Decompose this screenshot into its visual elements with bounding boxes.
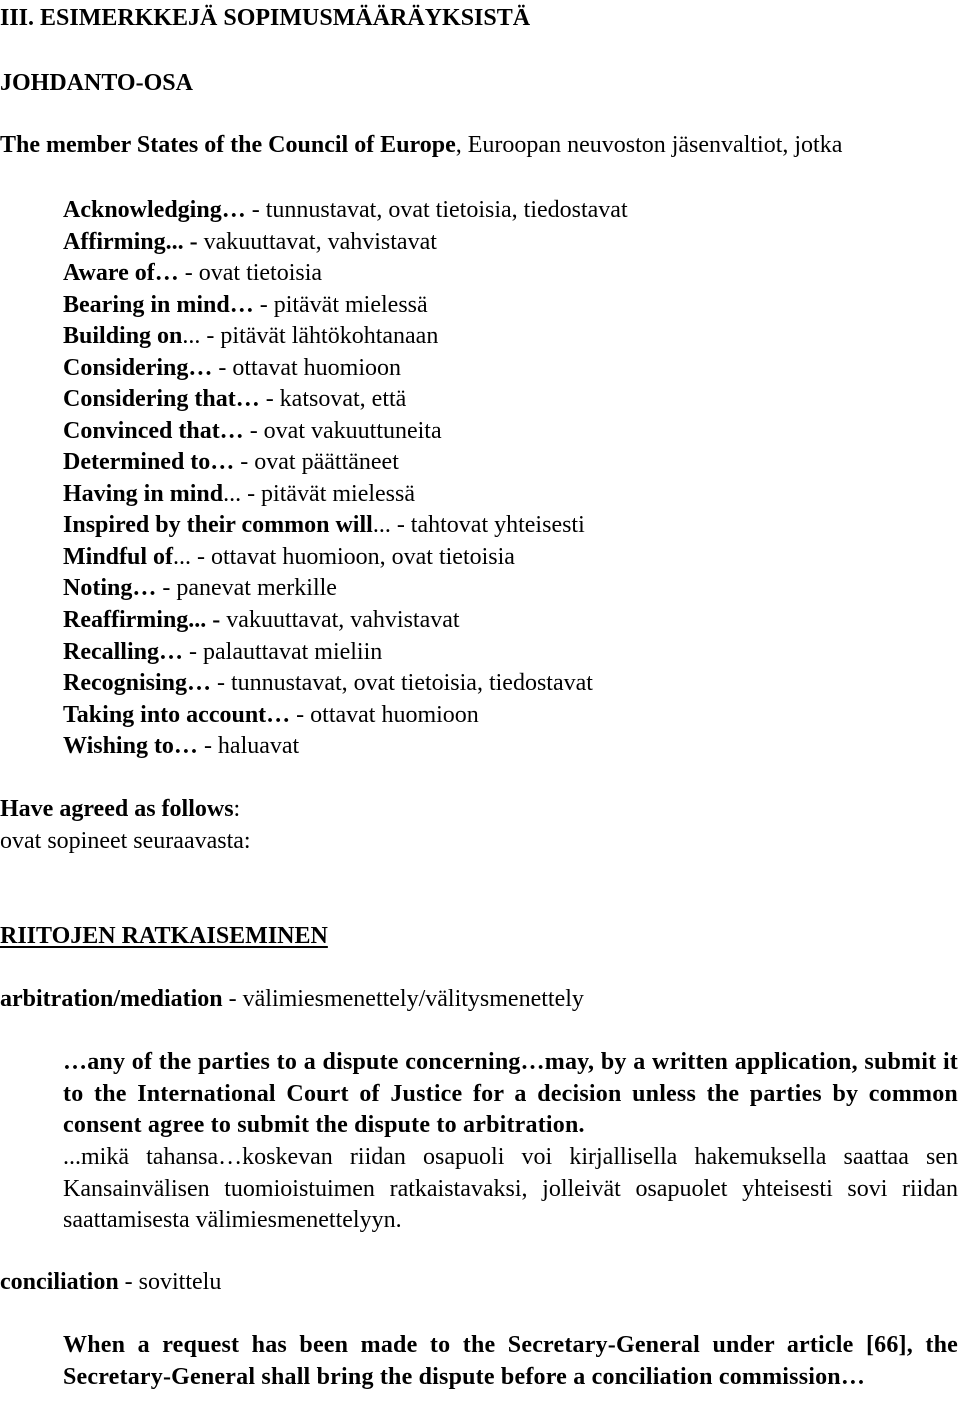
document-heading: III. ESIMERKKEJÄ SOPIMUSMÄÄRÄYKSISTÄ <box>0 5 531 31</box>
conciliation-entry <box>0 1268 221 1296</box>
term-en: Affirming... - <box>63 229 198 255</box>
term-fi: - pitävät mielessä <box>253 292 428 318</box>
conciliation-example-en: When a request has been made to the Secretary-General under article [66], the Secretary-General shall bring the dispute before a conciliation commission… <box>63 1332 958 1390</box>
term-fi: - katsovat, että <box>259 386 407 412</box>
term-en: Having in mind <box>63 481 224 507</box>
term-en: Wishing to… <box>63 733 198 759</box>
agreed-fi: ovat sopineet seuraavasta: <box>0 828 251 854</box>
term-fi: - ottavat huomioon <box>290 702 479 728</box>
term-fi: - haluavat <box>197 733 300 759</box>
term-row <box>63 417 442 445</box>
preamble-title: JOHDANTO-OSA <box>0 70 193 96</box>
term-fi: - ottavat huomioon <box>212 355 401 381</box>
term-en: Considering… <box>63 355 213 381</box>
term-fi: vakuuttavat, vahvistavat <box>197 229 437 255</box>
term-en: Building on <box>63 323 183 349</box>
intro-fi: , Euroopan neuvoston jäsenvaltiot, jotka <box>455 132 843 158</box>
agreed-colon: : <box>233 796 241 822</box>
conciliation-fi: - sovittelu <box>118 1269 222 1295</box>
arbitration-term: arbitration/mediation <box>0 986 223 1012</box>
term-row <box>63 543 515 571</box>
term-row <box>63 669 593 697</box>
term-row <box>63 511 585 539</box>
term-en: Determined to… <box>63 449 235 475</box>
term-fi: ... - pitävät lähtökohtanaan <box>182 323 439 349</box>
term-row <box>63 606 460 634</box>
term-row <box>63 322 438 350</box>
term-row <box>63 574 337 602</box>
term-row <box>63 196 628 224</box>
term-fi: vakuuttavat, vahvistavat <box>220 607 460 633</box>
term-en: Convinced that… <box>63 418 244 444</box>
term-en: Considering that… <box>63 386 260 412</box>
term-fi: - ovat tietoisia <box>178 260 323 286</box>
intro-en: The member States of the Council of Europe <box>0 132 456 158</box>
arbitration-example-fi: ...mikä tahansa…koskevan riidan osapuoli voi kirjallisella hakemuksella saattaa sen Kansainvälisen tuomioistuimen ratkaistavaksi, jolleivät osapuolet yhteisesti sovi riidan saattamisesta välimiesmenettelyyn. <box>63 1144 958 1233</box>
term-row <box>63 259 322 287</box>
term-row <box>63 354 401 382</box>
term-en: Recalling… <box>63 639 183 665</box>
term-fi: ... - tahtovat yhteisesti <box>372 512 585 538</box>
term-en: Recognising… <box>63 670 212 696</box>
term-row <box>63 291 428 319</box>
term-row <box>63 480 415 508</box>
term-fi: - palauttavat mieliin <box>183 639 383 665</box>
term-row <box>63 638 382 666</box>
term-en: Taking into account… <box>63 702 291 728</box>
term-row <box>63 701 479 729</box>
term-fi: - tunnustavat, ovat tietoisia, tiedostavat <box>211 670 593 696</box>
term-fi: - panevat merkille <box>156 575 337 601</box>
term-en: Noting… <box>63 575 157 601</box>
term-fi: ... - ottavat huomioon, ovat tietoisia <box>173 544 515 570</box>
term-fi: ... - pitävät mielessä <box>223 481 416 507</box>
intro-line <box>0 131 842 159</box>
term-row <box>63 732 299 760</box>
term-en: Aware of… <box>63 260 179 286</box>
term-en: Reaffirming... - <box>63 607 221 633</box>
term-en: Inspired by their common will <box>63 512 373 538</box>
term-row <box>63 385 406 413</box>
conciliation-term: conciliation <box>0 1269 119 1295</box>
term-en: Mindful of <box>63 544 174 570</box>
term-fi: - tunnustavat, ovat tietoisia, tiedostavat <box>245 197 628 223</box>
term-fi: - ovat päättäneet <box>234 449 399 475</box>
arbitration-entry <box>0 985 584 1013</box>
term-en: Acknowledging… <box>63 197 246 223</box>
agreed-en: Have agreed as follows <box>0 796 234 822</box>
term-fi: - ovat vakuuttuneita <box>243 418 442 444</box>
section-title: RIITOJEN RATKAISEMINEN <box>0 923 328 949</box>
arbitration-fi: - välimiesmenettely/välitysmenettely <box>222 986 584 1012</box>
term-en: Bearing in mind… <box>63 292 254 318</box>
arbitration-example-en: …any of the parties to a dispute concerning…may, by a written application, submit it to the International Court of Justice for a decision unless the parties by common consent agree to submit the dispute to arbitration. <box>63 1049 958 1138</box>
term-row <box>63 228 437 256</box>
term-row <box>63 448 399 476</box>
agreed-line <box>0 795 240 823</box>
